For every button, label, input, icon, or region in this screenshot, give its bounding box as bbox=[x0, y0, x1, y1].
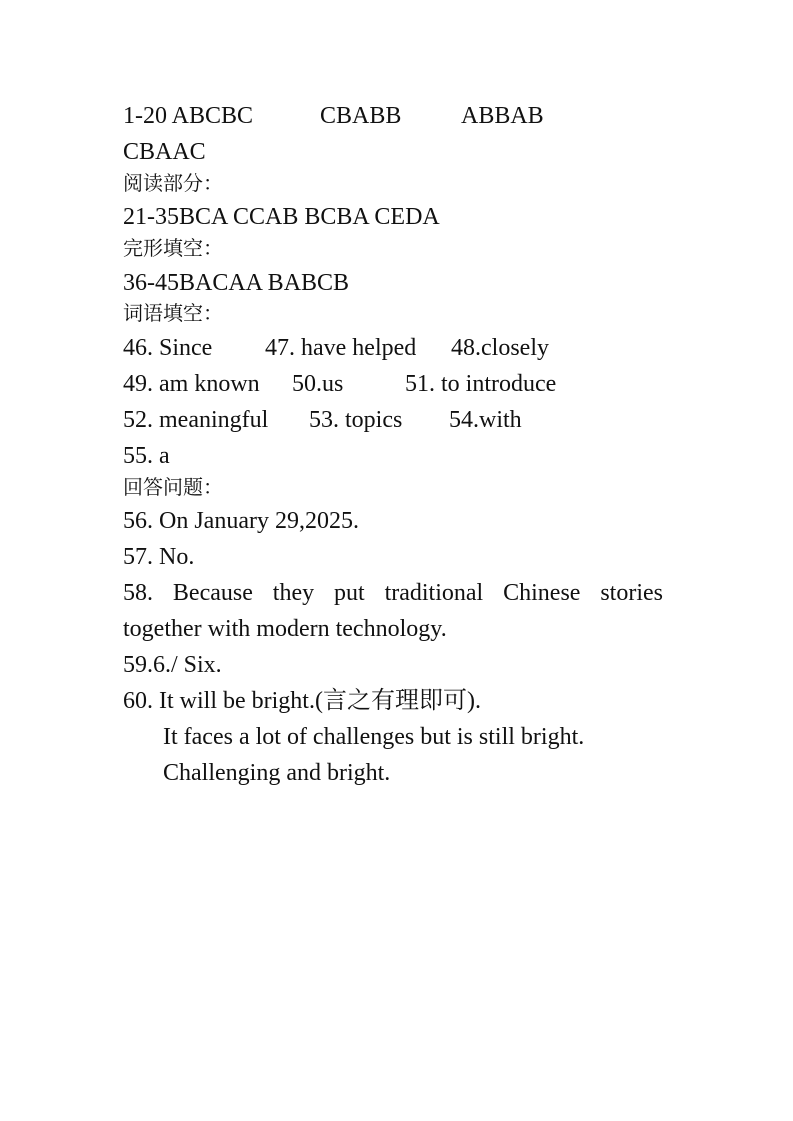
mc-answers-line-2: CBAAC bbox=[123, 139, 206, 165]
word-fill-answer-48: 48.closely bbox=[451, 335, 549, 361]
word-fill-answer-47: 47. have helped bbox=[265, 335, 417, 361]
mc-group-3: ABBAB bbox=[461, 103, 544, 129]
answer-58-line-2: together with modern technology. bbox=[123, 616, 447, 642]
mc-group-2: CBABB bbox=[320, 103, 402, 129]
answer-60-line-1: 60. It will be bright.(言之有理即可). bbox=[123, 688, 481, 714]
word-fill-answer-46: 46. Since bbox=[123, 335, 213, 361]
reading-answers: 21-35BCA CCAB BCBA CEDA bbox=[123, 204, 440, 230]
word-fill-answer-55: 55. a bbox=[123, 443, 170, 469]
word-fill-answer-54: 54.with bbox=[449, 407, 522, 433]
word-fill-answer-52: 52. meaningful bbox=[123, 407, 269, 433]
answer-60-line-3: Challenging and bright. bbox=[163, 760, 391, 786]
reading-heading: 阅读部分： bbox=[123, 171, 223, 195]
cloze-heading: 完形填空： bbox=[123, 236, 223, 260]
word-fill-answer-51: 51. to introduce bbox=[405, 371, 557, 397]
answer-57: 57. No. bbox=[123, 544, 195, 570]
answer-60-line-2: It faces a lot of challenges but is still bright. bbox=[163, 724, 585, 750]
word-fill-heading: 词语填空： bbox=[123, 301, 223, 325]
answer-59: 59.6./ Six. bbox=[123, 652, 222, 678]
cloze-answers: 36-45BACAA BABCB bbox=[123, 270, 350, 296]
questions-heading: 回答问题： bbox=[123, 475, 223, 499]
answer-56: 56. On January 29,2025. bbox=[123, 508, 359, 534]
word-fill-answer-53: 53. topics bbox=[309, 407, 403, 433]
mc-group-1: 1-20 ABCBC bbox=[123, 103, 254, 129]
word-fill-answer-50: 50.us bbox=[292, 371, 344, 397]
answer-58-line-1: 58. Because they put traditional Chinese stories bbox=[123, 580, 663, 606]
word-fill-answer-49: 49. am known bbox=[123, 371, 260, 397]
